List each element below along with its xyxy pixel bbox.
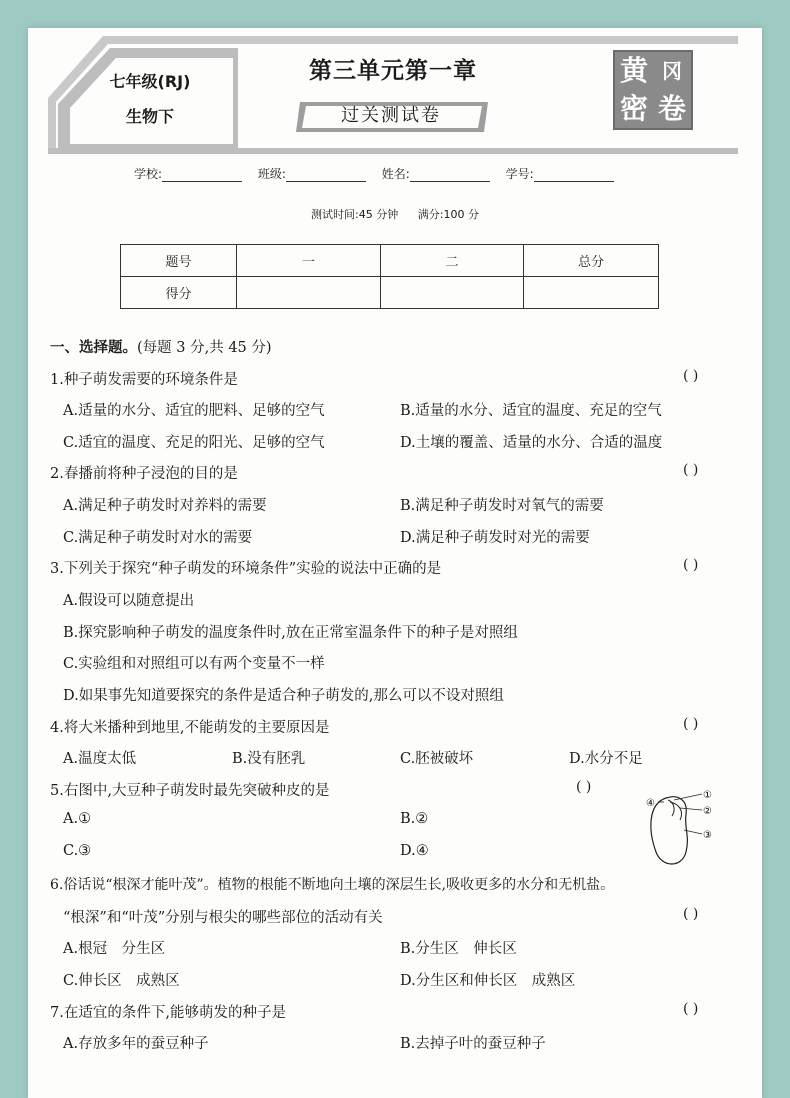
exam-score: 满分:100 分 bbox=[417, 208, 479, 221]
table-row bbox=[121, 245, 659, 277]
answer-blank[interactable]: ( ) bbox=[576, 779, 592, 795]
number-field[interactable] bbox=[506, 165, 614, 182]
class-label: 班级: bbox=[257, 167, 286, 181]
figure-label: ① bbox=[703, 790, 712, 801]
page-title: 第三单元第一章 bbox=[309, 58, 477, 84]
table-cell: 题号 bbox=[121, 245, 237, 277]
option[interactable]: D.土壤的覆盖、适量的水分、合适的温度 bbox=[400, 435, 663, 451]
score-blank[interactable] bbox=[524, 277, 659, 309]
question-stem: 4.将大米播种到地里,不能萌发的主要原因是 bbox=[50, 720, 330, 736]
section-title: 一、选择题。 bbox=[50, 340, 137, 356]
question-stem: 7.在适宜的条件下,能够萌发的种子是 bbox=[50, 1005, 286, 1021]
option[interactable]: A.① bbox=[63, 811, 92, 827]
option[interactable]: B.满足种子萌发时对氧气的需要 bbox=[400, 498, 604, 514]
name-field[interactable] bbox=[382, 165, 490, 182]
school-label: 学校: bbox=[134, 167, 163, 181]
question-stem: 6.俗话说“根深才能叶茂”。植物的根能不断地向土壤的深层生长,吸收更多的水分和无机盐。 bbox=[50, 877, 615, 893]
option[interactable]: D.④ bbox=[400, 843, 429, 859]
figure-label: ④ bbox=[646, 798, 655, 809]
option[interactable]: D.水分不足 bbox=[569, 751, 643, 767]
option[interactable]: B.探究影响种子萌发的温度条件时,放在正常室温条件下的种子是对照组 bbox=[63, 625, 518, 641]
page-subtitle: 过关测试卷 bbox=[341, 105, 441, 126]
option[interactable]: C.③ bbox=[63, 843, 92, 859]
option[interactable]: B.去掉子叶的蚕豆种子 bbox=[400, 1036, 546, 1052]
question-stem: 2.春播前将种子浸泡的目的是 bbox=[50, 466, 238, 482]
option[interactable]: B.分生区 伸长区 bbox=[400, 941, 517, 957]
option[interactable]: B.适量的水分、适宜的温度、充足的空气 bbox=[400, 403, 662, 419]
figure-label: ② bbox=[703, 806, 712, 817]
answer-blank[interactable]: ( ) bbox=[683, 716, 699, 732]
table-cell: 二 bbox=[381, 245, 524, 277]
option[interactable]: A.温度太低 bbox=[63, 751, 137, 767]
option[interactable]: D.满足种子萌发时对光的需要 bbox=[400, 530, 590, 546]
answer-blank[interactable]: ( ) bbox=[683, 462, 699, 478]
score-blank[interactable] bbox=[381, 277, 524, 309]
section-note: (每题 3 分,共 45 分) bbox=[137, 340, 272, 356]
answer-blank[interactable]: ( ) bbox=[683, 906, 699, 922]
figure-label: ③ bbox=[703, 830, 712, 841]
table-row bbox=[121, 277, 659, 309]
brand-logo bbox=[613, 50, 693, 130]
class-blank[interactable] bbox=[286, 167, 366, 182]
logo-char: 黄 bbox=[619, 54, 648, 87]
exam-time: 测试时间:45 分钟 bbox=[311, 208, 399, 221]
table-cell: 一 bbox=[237, 245, 381, 277]
option[interactable]: A.根冠 分生区 bbox=[63, 941, 166, 957]
soybean-seed-figure bbox=[640, 790, 720, 870]
answer-blank[interactable]: ( ) bbox=[683, 1001, 699, 1017]
option[interactable]: A.假设可以随意提出 bbox=[63, 593, 195, 609]
option[interactable]: D.如果事先知道要探究的条件是适合种子萌发的,那么可以不设对照组 bbox=[63, 688, 504, 704]
student-info-row bbox=[134, 165, 626, 182]
option[interactable]: C.实验组和对照组可以有两个变量不一样 bbox=[63, 656, 325, 672]
option[interactable]: C.胚被破坏 bbox=[400, 751, 474, 767]
question-stem: 3.下列关于探究“种子萌发的环境条件”实验的说法中正确的是 bbox=[50, 561, 442, 577]
option[interactable]: C.适宜的温度、充足的阳光、足够的空气 bbox=[63, 435, 325, 451]
score-blank[interactable] bbox=[237, 277, 381, 309]
option[interactable]: C.满足种子萌发时对水的需要 bbox=[63, 530, 253, 546]
name-blank[interactable] bbox=[410, 167, 490, 182]
answer-blank[interactable]: ( ) bbox=[683, 557, 699, 573]
option[interactable]: A.存放多年的蚕豆种子 bbox=[63, 1036, 209, 1052]
table-cell: 得分 bbox=[121, 277, 237, 309]
exam-meta bbox=[28, 206, 762, 222]
option[interactable]: D.分生区和伸长区 成熟区 bbox=[400, 973, 576, 989]
question-stem: 5.右图中,大豆种子萌发时最先突破种皮的是 bbox=[50, 783, 330, 799]
option[interactable]: B.② bbox=[400, 811, 429, 827]
number-label: 学号: bbox=[505, 167, 534, 181]
subject-label: 生物下 bbox=[125, 107, 174, 126]
school-blank[interactable] bbox=[162, 167, 242, 182]
option[interactable]: C.伸长区 成熟区 bbox=[63, 973, 180, 989]
grade-label: 七年级(RJ) bbox=[109, 72, 191, 91]
school-field[interactable] bbox=[134, 165, 242, 182]
score-table bbox=[120, 244, 659, 309]
question-stem-continued: “根深”和“叶茂”分别与根尖的哪些部位的活动有关 bbox=[63, 910, 383, 926]
section-heading bbox=[50, 336, 272, 357]
question-stem: 1.种子萌发需要的环境条件是 bbox=[50, 372, 238, 388]
class-field[interactable] bbox=[258, 165, 366, 182]
logo-char: 冈 bbox=[662, 59, 682, 83]
option[interactable]: B.没有胚乳 bbox=[232, 751, 306, 767]
answer-blank[interactable]: ( ) bbox=[683, 368, 699, 384]
option[interactable]: A.适量的水分、适宜的肥料、足够的空气 bbox=[63, 403, 325, 419]
logo-char: 密 bbox=[619, 92, 648, 125]
number-blank[interactable] bbox=[534, 167, 614, 182]
logo-char: 卷 bbox=[657, 92, 686, 125]
table-cell: 总分 bbox=[524, 245, 659, 277]
exam-paper bbox=[28, 28, 762, 1098]
option[interactable]: A.满足种子萌发时对养料的需要 bbox=[63, 498, 267, 514]
name-label: 姓名: bbox=[381, 167, 410, 181]
